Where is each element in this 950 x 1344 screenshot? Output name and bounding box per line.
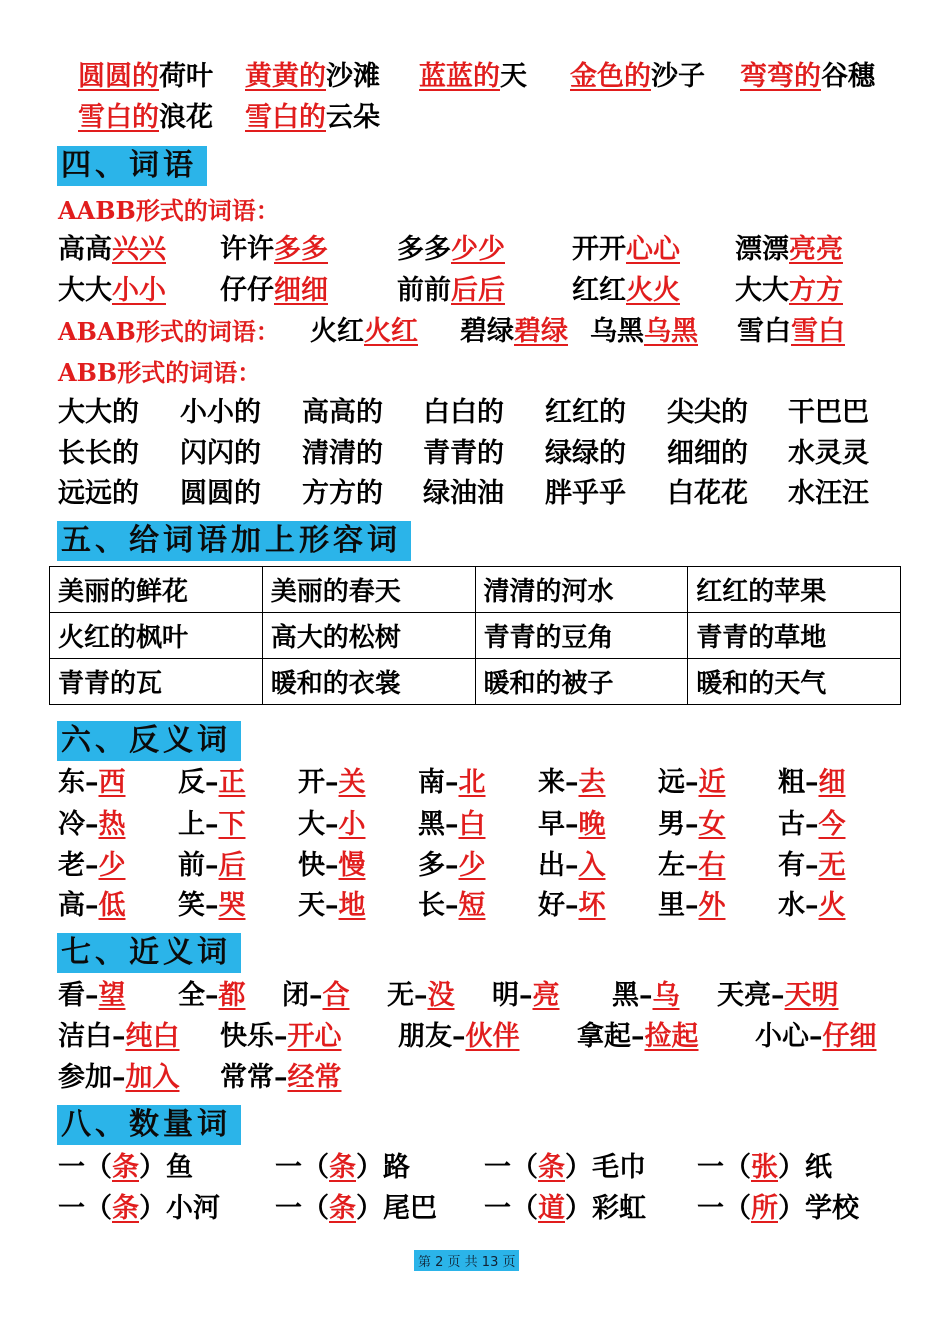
word: 高高的: [302, 397, 383, 428]
word: 高高兴兴: [58, 234, 166, 265]
section-8-heading: 八、数量词: [57, 1105, 241, 1145]
phrase: 黄黄的沙滩: [245, 61, 380, 92]
table-cell: 暖和的衣裳: [262, 659, 475, 705]
measure-word: 一（张）纸: [697, 1152, 832, 1183]
antonym-pair: 多–少: [418, 850, 486, 881]
table-row: [50, 659, 901, 705]
abb-label: ABB形式的词语：: [58, 358, 262, 387]
word: 多多少少: [397, 234, 505, 265]
word: 红红火火: [572, 275, 680, 306]
word: 大大方方: [735, 275, 843, 306]
antonym-pair: 好–坏: [538, 890, 606, 921]
antonym-pair: 南–北: [418, 767, 486, 798]
synonym-pair: 天亮–天明: [717, 980, 839, 1011]
synonym-pair: 快乐–开心: [220, 1021, 342, 1052]
measure-word: 一（条）鱼: [58, 1152, 193, 1183]
word: 开开心心: [572, 234, 680, 265]
word: 白花花: [667, 478, 748, 509]
word: 水汪汪: [788, 478, 869, 509]
word: 小小的: [180, 397, 261, 428]
antonym-pair: 左–右: [658, 850, 726, 881]
antonym-pair: 笑–哭: [178, 890, 246, 921]
phrase: 金色的沙子: [570, 61, 705, 92]
table-cell: 青青的豆角: [475, 613, 688, 659]
synonym-pair: 拿起–捡起: [577, 1021, 699, 1052]
word: 青青的: [423, 438, 504, 469]
section-7-heading: 七、近义词: [57, 933, 241, 973]
table-cell: 青青的草地: [688, 613, 901, 659]
abab-label: ABAB形式的词语：: [58, 317, 280, 346]
antonym-pair: 上–下: [178, 809, 246, 840]
antonym-pair: 老–少: [58, 850, 126, 881]
antonym-pair: 天–地: [298, 890, 366, 921]
measure-word: 一（条）小河: [58, 1193, 220, 1224]
word: 许许多多: [220, 234, 328, 265]
antonym-pair: 前–后: [178, 850, 246, 881]
antonym-pair: 冷–热: [58, 809, 126, 840]
antonym-pair: 里–外: [658, 890, 726, 921]
synonym-pair: 全–都: [178, 980, 246, 1011]
word: 前前后后: [397, 275, 505, 306]
measure-word: 一（条）路: [275, 1152, 410, 1183]
synonym-pair: 朋友–伙伴: [398, 1021, 520, 1052]
measure-word: 一（条）尾巴: [275, 1193, 437, 1224]
section-4-heading: 四、词语: [57, 146, 207, 186]
antonym-pair: 粗–细: [778, 767, 846, 798]
table-cell: 暖和的天气: [688, 659, 901, 705]
measure-word: 一（道）彩虹: [484, 1193, 646, 1224]
synonym-pair: 无–没: [387, 980, 455, 1011]
antonym-pair: 黑–白: [418, 809, 486, 840]
antonym-pair: 长–短: [418, 890, 486, 921]
word: 大大的: [58, 397, 139, 428]
antonym-pair: 有–无: [778, 850, 846, 881]
synonym-pair: 常常–经常: [220, 1062, 342, 1093]
table-cell: 红红的苹果: [688, 567, 901, 613]
synonym-pair: 黑–乌: [612, 980, 680, 1011]
table-row: [50, 567, 901, 613]
antonym-pair: 东–西: [58, 767, 126, 798]
antonym-pair: 远–近: [658, 767, 726, 798]
table-cell: 暖和的被子: [475, 659, 688, 705]
synonym-pair: 看–望: [58, 980, 126, 1011]
word: 圆圆的: [180, 478, 261, 509]
antonym-pair: 出–入: [538, 850, 606, 881]
word: 大大小小: [58, 275, 166, 306]
word: 水灵灵: [788, 438, 869, 469]
word: 干巴巴: [788, 397, 869, 428]
synonym-pair: 参加–加入: [58, 1062, 180, 1093]
word: 绿绿的: [545, 438, 626, 469]
section-6-heading: 六、反义词: [57, 721, 241, 761]
antonym-pair: 快–慢: [298, 850, 366, 881]
table-cell: 美丽的春天: [262, 567, 475, 613]
antonym-pair: 高–低: [58, 890, 126, 921]
word: 仔仔细细: [220, 275, 328, 306]
antonym-pair: 开–关: [298, 767, 366, 798]
table-row: [50, 613, 901, 659]
phrase: 蓝蓝的天: [419, 61, 527, 92]
phrase: 雪白的浪花: [78, 102, 213, 133]
table-cell: 清清的河水: [475, 567, 688, 613]
word: 绿油油: [423, 478, 504, 509]
phrase: 弯弯的谷穗: [740, 61, 875, 92]
adjective-table: [49, 566, 901, 705]
word: 远远的: [58, 478, 139, 509]
table-cell: 青青的瓦: [50, 659, 263, 705]
measure-word: 一（条）毛巾: [484, 1152, 646, 1183]
table-cell: 火红的枫叶: [50, 613, 263, 659]
word: 闪闪的: [180, 438, 261, 469]
antonym-pair: 男–女: [658, 809, 726, 840]
aabb-label: AABB形式的词语：: [58, 196, 280, 225]
word: 火红火红: [310, 316, 418, 347]
antonym-pair: 水–火: [778, 890, 846, 921]
synonym-pair: 闭–合: [282, 980, 350, 1011]
word: 雪白雪白: [737, 316, 845, 347]
synonym-pair: 洁白–纯白: [58, 1021, 180, 1052]
antonym-pair: 大–小: [298, 809, 366, 840]
table-cell: 美丽的鲜花: [50, 567, 263, 613]
word: 碧绿碧绿: [460, 316, 568, 347]
word: 胖乎乎: [545, 478, 626, 509]
table-cell: 高大的松树: [262, 613, 475, 659]
word: 方方的: [302, 478, 383, 509]
synonym-pair: 小心–仔细: [755, 1021, 877, 1052]
page-number: 第 2 页 共 13 页: [414, 1250, 519, 1271]
word: 尖尖的: [667, 397, 748, 428]
section-5-heading: 五、给词语加上形容词: [57, 521, 411, 561]
word: 白白的: [423, 397, 504, 428]
synonym-pair: 明–亮: [492, 980, 560, 1011]
word: 清清的: [302, 438, 383, 469]
phrase: 圆圆的荷叶: [78, 61, 213, 92]
antonym-pair: 早–晚: [538, 809, 606, 840]
phrase: 雪白的云朵: [245, 102, 380, 133]
antonym-pair: 古–今: [778, 809, 846, 840]
antonym-pair: 反–正: [178, 767, 246, 798]
word: 红红的: [545, 397, 626, 428]
measure-word: 一（所）学校: [697, 1193, 859, 1224]
word: 细细的: [667, 438, 748, 469]
antonym-pair: 来–去: [538, 767, 606, 798]
word: 乌黑乌黑: [590, 316, 698, 347]
word: 长长的: [58, 438, 139, 469]
word: 漂漂亮亮: [735, 234, 843, 265]
